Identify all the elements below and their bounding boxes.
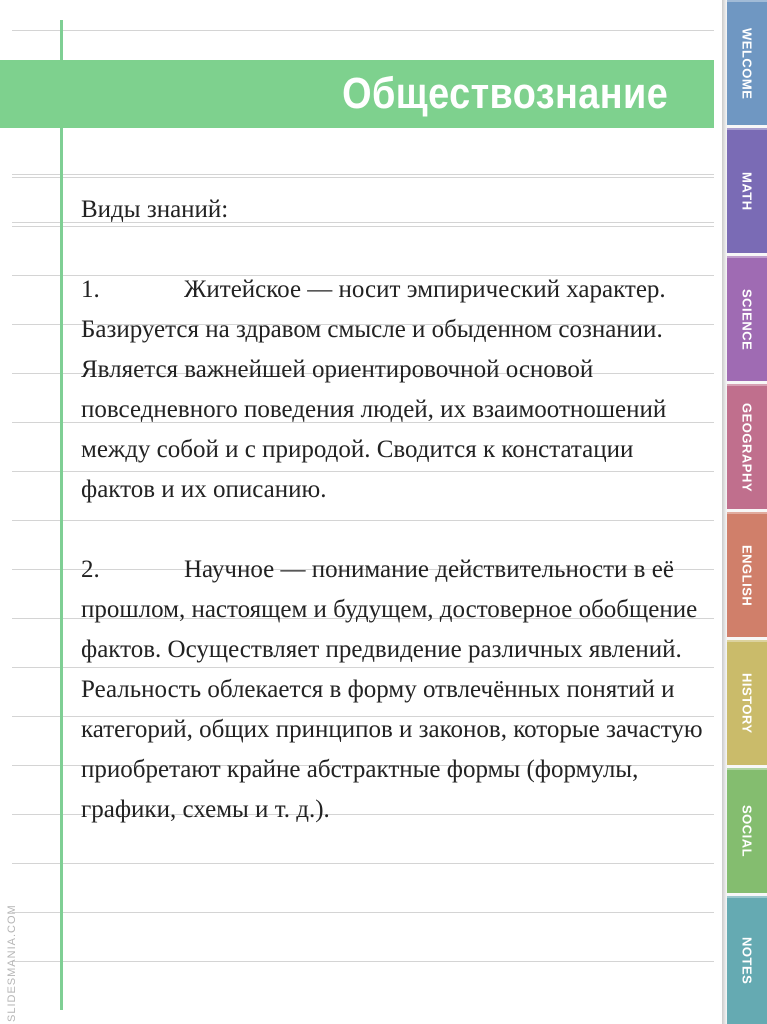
watermark: SLIDESMANIA.COM [6, 904, 18, 1022]
ruled-line [12, 174, 714, 175]
tab-welcome[interactable] [727, 0, 767, 125]
list-item [81, 550, 706, 830]
tab-label: SCIENCE [739, 288, 755, 351]
item-number: 1. [81, 276, 100, 303]
tab-label: MATH [739, 172, 755, 211]
tab-label: WELCOME [739, 27, 755, 100]
tab-science[interactable] [727, 256, 767, 381]
tab-math[interactable] [727, 128, 767, 253]
section-heading: Виды знаний: [81, 196, 229, 223]
tab-label: SOCIAL [739, 805, 755, 858]
item-number: 2. [81, 556, 100, 583]
tab-label: GEOGRAPHY [739, 402, 755, 492]
tab-notes[interactable] [727, 896, 767, 1024]
ruled-line [12, 30, 714, 31]
margin-line [60, 20, 63, 1010]
tab-label: NOTES [739, 937, 755, 985]
tab-label: HISTORY [739, 673, 755, 734]
tab-geography[interactable] [727, 384, 767, 509]
item-text: Житейское — носит эмпирический характер. Базируется на здравом смысле и обыденном сознании. Является важнейшей ориентировочной основой повседневного поведения людей, их взаимоотношений между собой и с природой. Сводится к констатации фактов и их описанию. [81, 276, 667, 503]
ruled-line [12, 961, 714, 962]
tab-history[interactable] [727, 640, 767, 765]
title-bar [0, 60, 714, 128]
content-area [81, 190, 706, 870]
tab-english[interactable] [727, 512, 767, 637]
tab-social[interactable] [727, 768, 767, 893]
list-item [81, 270, 706, 510]
ruled-line [12, 177, 714, 178]
page-title: Обществознание [341, 69, 668, 118]
ruled-line [12, 912, 714, 913]
item-text: Научное — понимание действительности в её прошлом, настоящем и будущем, достоверное обобщение фактов. Осуществляет предвидение различных явлений. Реальность облекается в форму отвлечённых понятий и категорий, общих принципов и законов, которые зачастую приобретают крайне абстрактные формы (формулы, графики, схемы и т. д.). [81, 556, 703, 823]
section-tabs [727, 0, 767, 1024]
tab-label: ENGLISH [739, 544, 755, 607]
